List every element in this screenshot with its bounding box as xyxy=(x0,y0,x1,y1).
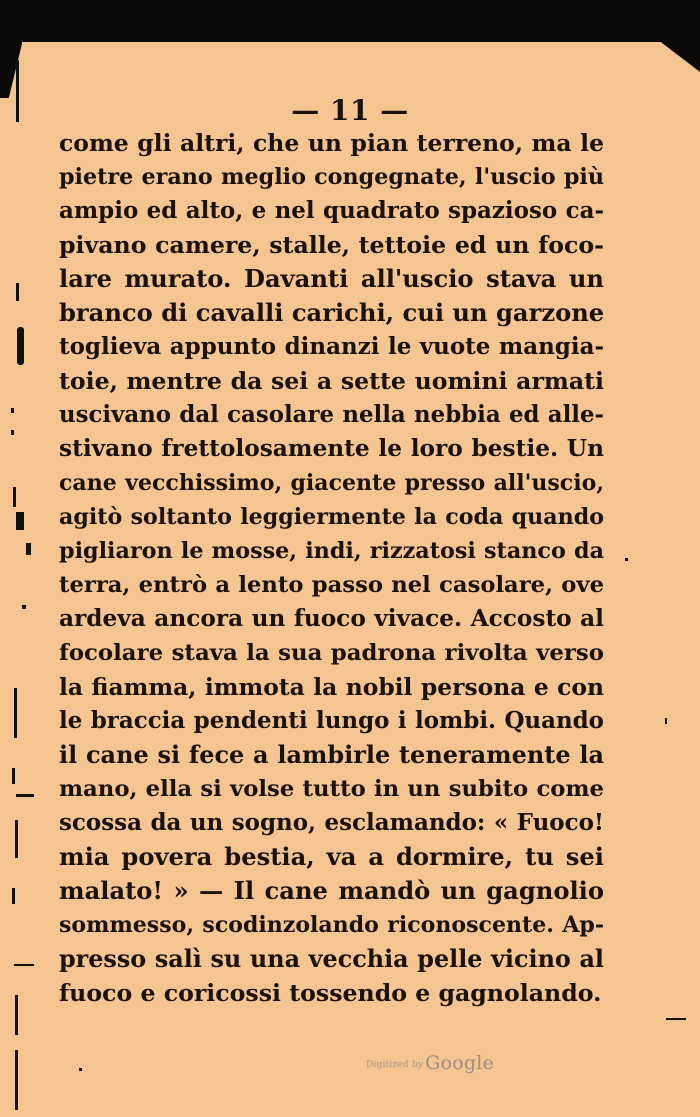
text-line: scossa da un sogno, esclamando: « Fuoco! xyxy=(59,809,604,836)
text-line: pietre erano meglio congegnate, l'uscio più xyxy=(59,164,604,190)
text-line: agitò soltanto leggiermente la coda quando xyxy=(59,504,604,530)
margin-mark xyxy=(12,768,15,784)
margin-mark xyxy=(13,487,16,507)
text-line: terra, entrò a lento passo nel casolare, ove xyxy=(59,572,604,598)
text-line: ardeva ancora un fuoco vivace. Accosto al xyxy=(59,605,604,632)
text-line: mano, ella si volse tutto in un subito come xyxy=(59,776,604,802)
margin-mark xyxy=(22,605,26,609)
text-line: la fiamma, immota la nobil persona e con xyxy=(59,673,604,701)
margin-mark xyxy=(625,558,628,561)
text-line: toglieva appunto dinanzi le vuote mangia- xyxy=(59,333,604,360)
text-line: pivano camere, stalle, tettoie ed un foco- xyxy=(59,231,604,259)
text-line: toie, mentre da sei a sette uomini armati xyxy=(59,367,604,395)
text-line: sommesso, scodinzolando riconoscente. Ap- xyxy=(59,912,604,938)
text-line: uscivano dal casolare nella nebbia ed alle- xyxy=(59,402,604,428)
google-watermark xyxy=(366,1052,494,1074)
text-line: mia povera bestia, va a dormire, tu sei xyxy=(59,842,604,871)
margin-mark xyxy=(16,512,24,530)
text-line: presso salì su una vecchia pelle vicino al xyxy=(59,945,604,973)
scan-top-right-corner xyxy=(645,30,700,72)
text-line: malato! » — Il cane mandò un gagnolio xyxy=(59,876,604,905)
text-line: fuoco e coricossi tossendo e gagnolando. xyxy=(59,979,602,1007)
margin-mark xyxy=(16,794,34,797)
margin-mark xyxy=(79,1068,82,1071)
watermark-brand: Google xyxy=(425,1052,494,1074)
margin-mark xyxy=(11,430,14,435)
page-number: — 11 — xyxy=(291,94,409,127)
watermark-prefix: Digitized by xyxy=(366,1060,424,1070)
margin-mark xyxy=(11,408,14,413)
scan-top-border xyxy=(0,0,700,42)
text-line: branco di cavalli carichi, cui un garzone xyxy=(59,298,605,327)
body-text xyxy=(59,126,604,1010)
margin-mark xyxy=(14,964,34,966)
margin-mark xyxy=(17,327,24,365)
text-line: focolare stava la sua padrona rivolta verso xyxy=(59,640,604,666)
margin-mark xyxy=(12,888,15,904)
text-line: stivano frettolosamente le loro bestie. Un xyxy=(59,435,604,462)
text-line: il cane si fece a lambirle teneramente la xyxy=(59,740,604,769)
margin-mark xyxy=(665,718,667,724)
text-line: cane vecchissimo, giacente presso all'uscio, xyxy=(59,470,604,496)
margin-mark xyxy=(15,995,18,1035)
text-line: come gli altri, che un pian terreno, ma le xyxy=(59,129,604,157)
text-line: pigliaron le mosse, indi, rizzatosi stanco da xyxy=(59,538,604,564)
margin-mark xyxy=(16,283,19,301)
text-line: lare murato. Davanti all'uscio stava un xyxy=(59,264,604,293)
margin-mark xyxy=(14,688,17,738)
margin-mark xyxy=(666,1018,686,1020)
margin-mark xyxy=(26,543,31,555)
margin-mark xyxy=(15,820,18,858)
text-line: ampio ed alto, e nel quadrato spazioso ca- xyxy=(59,197,604,224)
text-line: le braccia pendenti lungo i lombi. Quando xyxy=(59,707,604,734)
margin-mark xyxy=(15,1050,18,1110)
